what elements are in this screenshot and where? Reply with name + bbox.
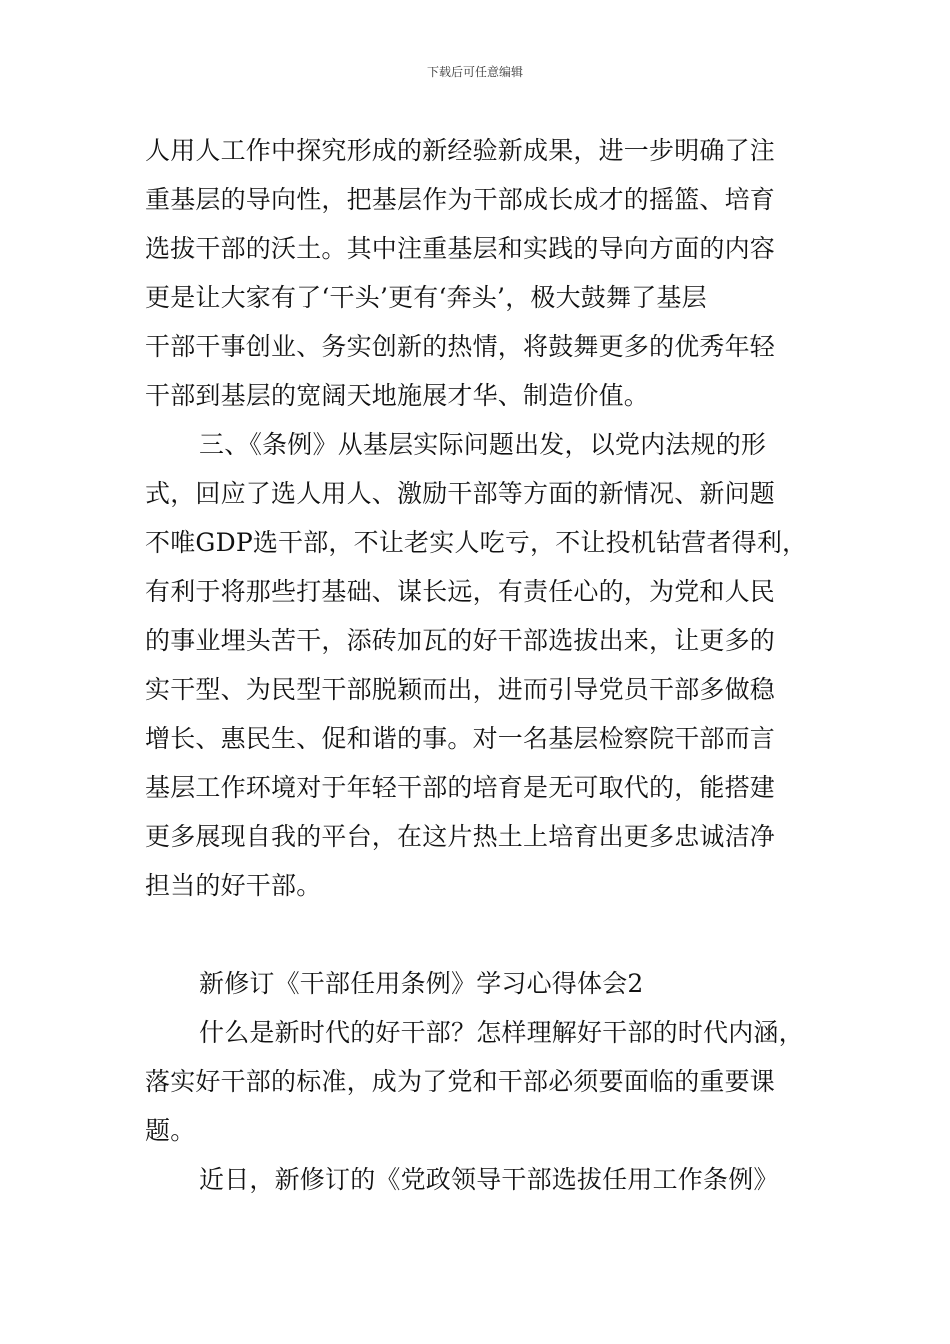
page-header: 下载后可任意编辑 <box>426 65 523 79</box>
text-line: 更多展现自我的平台，在这片热土上培育出更多忠诚洁净 <box>145 822 776 851</box>
document-body <box>145 126 825 1204</box>
text-line: 增长、惠民生、促和谐的事。对一名基层检察院干部而言 <box>145 724 776 753</box>
text-line: 重基层的导向性，把基层作为干部成长成才的摇篮、培育 <box>145 185 776 214</box>
text-line: 干部到基层的宽阔天地施展才华、制造价值。 <box>145 381 650 410</box>
text-line: 三、《条例》从基层实际问题出发，以党内法规的形 <box>199 430 767 459</box>
text-line: 落实好干部的标准，成为了党和干部必须要面临的重要课 <box>145 1067 776 1096</box>
text-line: 人用人工作中探究形成的新经验新成果，进一步明确了注 <box>145 136 776 165</box>
text-line: 选拔干部的沃土。其中注重基层和实践的导向方面的内容 <box>145 234 776 263</box>
text-line: 什么是新时代的好干部？怎样理解好干部的时代内涵， <box>199 1018 804 1047</box>
section-title-block <box>145 959 825 1008</box>
text-line: 不唯GDP选干部，不让老实人吃亏，不让投机钻营者得利， <box>145 528 808 557</box>
paragraph-2 <box>145 420 825 910</box>
text-line: 题。 <box>145 1116 196 1145</box>
section-title: 新修订《干部任用条例》学习心得体会2 <box>199 969 644 998</box>
text-line: 实干型、为民型干部脱颖而出，进而引导党员干部多做稳 <box>145 675 776 704</box>
blank-line <box>145 910 825 959</box>
paragraph-4 <box>145 1155 825 1204</box>
text-line: 近日，新修订的《党政领导干部选拔任用工作条例》 <box>199 1165 779 1194</box>
paragraph-3 <box>145 1008 825 1155</box>
text-line: 基层工作环境对于年轻干部的培育是无可取代的，能搭建 <box>145 773 776 802</box>
text-line: 干部干事创业、务实创新的热情，将鼓舞更多的优秀年轻 <box>145 332 776 361</box>
text-line: 担当的好干部。 <box>145 871 322 900</box>
text-line: 式，回应了选人用人、激励干部等方面的新情况、新问题 <box>145 479 776 508</box>
paragraph-1 <box>145 126 825 420</box>
text-line: 有利于将那些打基础、谋长远，有责任心的，为党和人民 <box>145 577 776 606</box>
text-line: 的事业埋头苦干，添砖加瓦的好干部选拔出来，让更多的 <box>145 626 776 655</box>
text-line: 更是让大家有了‘干头’更有‘奔头’，极大鼓舞了基层 <box>145 283 707 312</box>
